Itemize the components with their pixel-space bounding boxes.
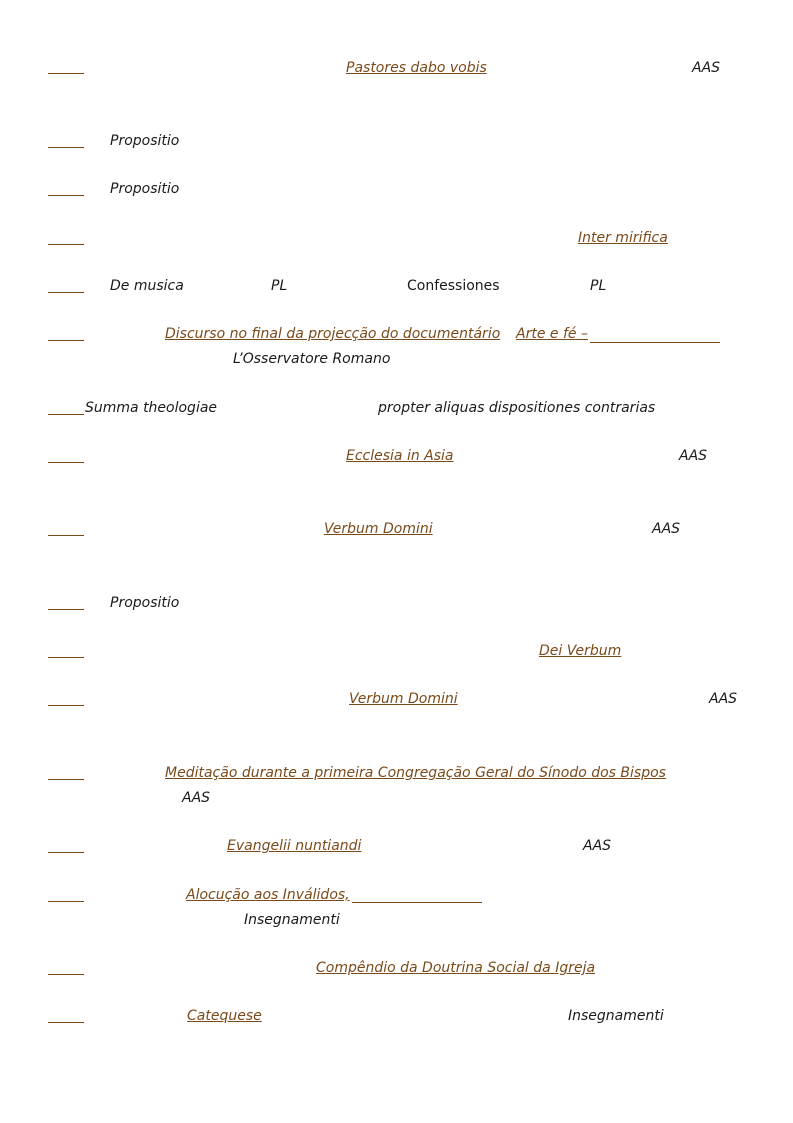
- footnote-marker: [48, 609, 84, 610]
- footnote-link[interactable]: Alocução aos Inválidos,: [186, 887, 350, 903]
- footnote-link[interactable]: Inter mirifica: [578, 230, 668, 246]
- footnote-link[interactable]: Compêndio da Doutrina Social da Igreja: [316, 960, 596, 976]
- footnote-link[interactable]: Arte e fé –: [516, 326, 588, 342]
- link-underline: [352, 902, 482, 903]
- footnote-text: AAS: [583, 838, 612, 854]
- footnote-text: Confessiones: [407, 278, 500, 294]
- footnote-link[interactable]: Meditação durante a primeira Congregação Geral do Sínodo dos Bispos: [165, 765, 666, 781]
- footnote-marker: [48, 1022, 84, 1023]
- footnote-marker: [48, 462, 84, 463]
- footnote-marker: [48, 705, 84, 706]
- footnote-text: PL: [271, 278, 288, 294]
- footnote-marker: [48, 657, 84, 658]
- footnote-text: AAS: [182, 790, 211, 806]
- footnote-marker: [48, 244, 84, 245]
- footnote-text: AAS: [709, 691, 738, 707]
- footnote-text: De musica: [110, 278, 184, 294]
- footnote-marker: [48, 535, 84, 536]
- footnote-text: AAS: [679, 448, 708, 464]
- footnote-link[interactable]: Pastores dabo vobis: [346, 60, 487, 76]
- footnote-marker: [48, 147, 84, 148]
- footnote-marker: [48, 414, 84, 415]
- footnote-text: Propositio: [110, 133, 180, 149]
- footnote-text: Summa theologiae: [85, 400, 218, 416]
- footnote-link[interactable]: Catequese: [187, 1008, 262, 1024]
- footnote-link[interactable]: Dei Verbum: [539, 643, 622, 659]
- footnote-text: propter aliquas dispositiones contrarias: [378, 400, 656, 416]
- footnote-marker: [48, 974, 84, 975]
- footnote-text: L’Osservatore Romano: [233, 351, 391, 367]
- footnote-marker: [48, 852, 84, 853]
- footnote-text: PL: [590, 278, 607, 294]
- footnote-text: Propositio: [110, 595, 180, 611]
- footnote-marker: [48, 340, 84, 341]
- footnote-link[interactable]: Verbum Domini: [324, 521, 433, 537]
- footnote-text: AAS: [652, 521, 681, 537]
- footnote-text: Insegnamenti: [568, 1008, 664, 1024]
- footnote-marker: [48, 292, 84, 293]
- footnote-marker: [48, 73, 84, 74]
- footnote-link[interactable]: Discurso no final da projecção do documentário: [165, 326, 501, 342]
- footnote-text: AAS: [692, 60, 721, 76]
- footnote-marker: [48, 195, 84, 196]
- footnote-marker: [48, 779, 84, 780]
- link-underline: [590, 342, 720, 343]
- footnote-marker: [48, 901, 84, 902]
- footnote-text: Propositio: [110, 181, 180, 197]
- footnote-text: Insegnamenti: [244, 912, 340, 928]
- footnote-link[interactable]: Evangelii nuntiandi: [227, 838, 362, 854]
- footnote-link[interactable]: Verbum Domini: [349, 691, 458, 707]
- footnote-link[interactable]: Ecclesia in Asia: [346, 448, 454, 464]
